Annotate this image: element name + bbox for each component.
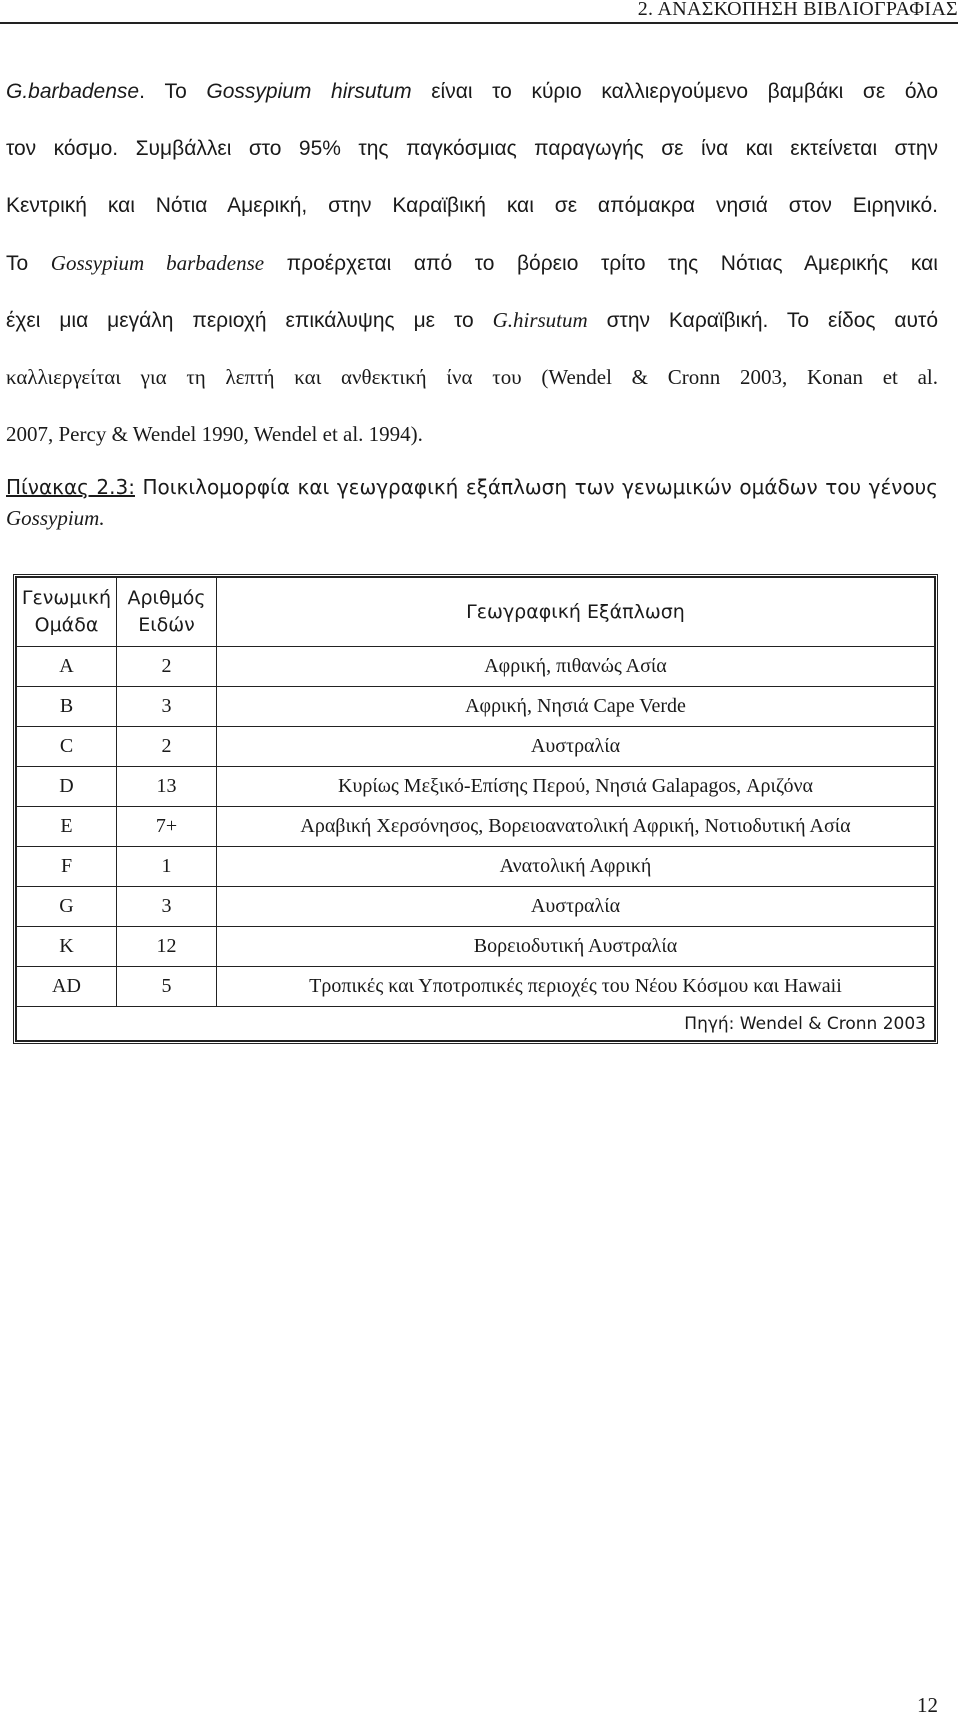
cell-species: 13 <box>117 767 217 807</box>
species-name-gossypium-barbadense: Gossypium barbadense <box>50 251 265 275</box>
page-number: 12 <box>917 1693 938 1717</box>
cell-distribution: Κυρίως Μεξικό-Επίσης Περού, Νησιά Galapagos, Αριζόνα <box>217 767 935 807</box>
genome-groups-table <box>13 574 938 1044</box>
caption-genus: Gossypium. <box>6 506 105 530</box>
cell-group: B <box>17 687 117 727</box>
species-name-g-barbadense: G.barbadense <box>6 80 140 103</box>
cell-group: E <box>17 807 117 847</box>
paragraph-line-3: Κεντρική και Νότια Αμερική, στην Καραϊβική και σε απόμακρα νησιά στον Ειρηνικό. <box>6 194 938 217</box>
header-distribution: Γεωγραφική Εξάπλωση <box>217 578 935 647</box>
cell-distribution: Αυστραλία <box>217 727 935 767</box>
cell-distribution: Τροπικές και Υποτροπικές περιοχές του Νέου Κόσμου και Hawaii <box>217 967 935 1007</box>
paragraph-line-6: καλλιεργείται για τη λεπτή και ανθεκτική ίνα του (Wendel & Cronn 2003, Konan et al. <box>6 365 938 389</box>
cell-species: 2 <box>117 647 217 687</box>
table-source <box>17 1007 935 1041</box>
table-row <box>17 767 935 807</box>
table-header-row <box>17 578 935 647</box>
paragraph-line-1: G.barbadense. Το Gossypium hirsutum είναι το κύριο καλλιεργούμενο βαμβάκι σε όλο <box>6 80 939 103</box>
header-species-count: Αριθμός Ειδών <box>117 578 217 647</box>
cell-group: D <box>17 767 117 807</box>
cell-species: 5 <box>117 967 217 1007</box>
cell-species: 3 <box>117 887 217 927</box>
table-row <box>17 687 935 727</box>
cell-group: K <box>17 927 117 967</box>
table-row <box>17 807 935 847</box>
paragraph-line-4: Το Gossypium barbadense προέρχεται από το βόρειο τρίτο της Νότιας Αμερικής και <box>6 251 938 275</box>
species-name-g-hirsutum-2: G.hirsutum <box>492 308 588 332</box>
caption-label: Πίνακας 2.3: <box>6 475 135 499</box>
source-label: Πηγή: <box>684 1014 735 1034</box>
table-row <box>17 927 935 967</box>
cell-species: 12 <box>117 927 217 967</box>
cell-group: AD <box>17 967 117 1007</box>
cell-distribution: Ανατολική Αφρική <box>217 847 935 887</box>
cell-group: A <box>17 647 117 687</box>
cell-species: 1 <box>117 847 217 887</box>
cell-distribution: Αυστραλία <box>217 887 935 927</box>
cell-group: G <box>17 887 117 927</box>
paragraph-line-2: τον κόσμο. Συμβάλλει στο 95% της παγκόσμιας παραγωγής σε ίνα και εκτείνεται στην <box>6 137 938 160</box>
cell-species: 7+ <box>117 807 217 847</box>
table-caption <box>6 470 938 532</box>
table-row <box>17 727 935 767</box>
table-row <box>17 887 935 927</box>
table-row <box>17 847 935 887</box>
caption-line-1 <box>6 470 938 504</box>
running-header-title: 2. ΑΝΑΣΚΟΠΗΣΗ ΒΙΒΛΙΟΓΡΑΦΙΑΣ <box>637 0 958 20</box>
source-text: Wendel & Cronn 2003 <box>734 1014 926 1034</box>
cell-species: 2 <box>117 727 217 767</box>
cell-group: F <box>17 847 117 887</box>
species-name-g-hirsutum: Gossypium hirsutum <box>206 80 412 103</box>
cell-distribution: Βορειοδυτική Αυστραλία <box>217 927 935 967</box>
paragraph-line-7: 2007, Percy & Wendel 1990, Wendel et al. 1994). <box>6 422 423 446</box>
cell-distribution: Αραβική Χερσόνησος, Βορειοανατολική Αφρική, Νοτιοδυτική Ασία <box>217 807 935 847</box>
table-row <box>17 647 935 687</box>
running-header <box>0 0 958 24</box>
cell-distribution: Αφρική, πιθανώς Ασία <box>217 647 935 687</box>
header-genome-group: Γενωμική Ομάδα <box>17 578 117 647</box>
table-row <box>17 967 935 1007</box>
cell-group: C <box>17 727 117 767</box>
paragraph-line-5: έχει μια μεγάλη περιοχή επικάλυψης με το G.hirsutum στην Καραϊβική. Το είδος αυτό <box>6 308 939 332</box>
cell-distribution: Αφρική, Νησιά Cape Verde <box>217 687 935 727</box>
caption-text: Ποικιλομορφία και γεωγραφική εξάπλωση των γενωμικών ομάδων του γένους <box>134 475 938 499</box>
cell-species: 3 <box>117 687 217 727</box>
body-paragraph <box>6 72 938 471</box>
table-source-row <box>17 1007 935 1041</box>
